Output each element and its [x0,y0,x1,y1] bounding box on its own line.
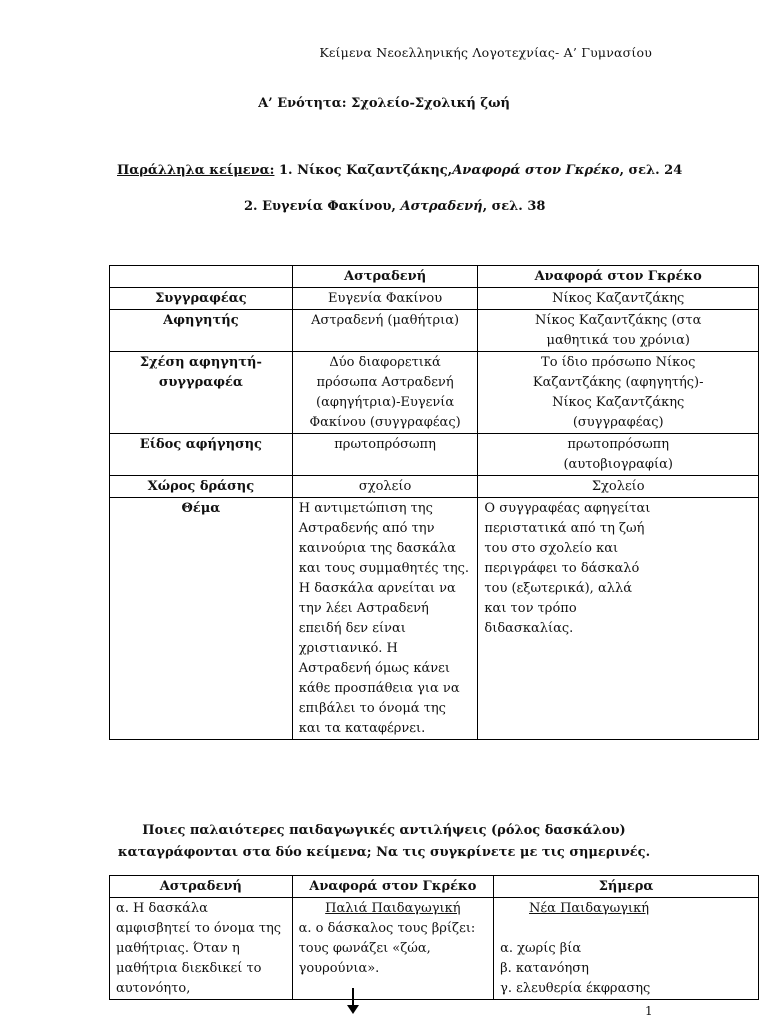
today-item-c: γ. ελευθερία έκφρασης [500,981,651,996]
row-label: Συγγραφέας [110,288,293,310]
table-header-row [110,876,759,898]
today-item-b: β. κατανόηση [500,961,589,976]
cell-astradeni: α. Η δασκάλα αμφισβητεί το όνομα της μαθήτριας. Όταν η μαθήτρια διεκδικεί το αυτονόητο, [110,898,293,1000]
cell-anafora: Το ίδιο πρόσωπο Νίκος Καζαντζάκης (αφηγητής)- Νίκος Καζαντζάκης (συγγραφέας) [478,352,759,434]
cell-astradeni: πρωτοπρόσωπη [292,434,478,476]
comparison-table [109,265,759,740]
today-item-a: α. χωρίς βία [500,941,582,956]
cell-anafora: Ο συγγραφέας αφηγείται περιστατικά από τη ζωή του στο σχολείο και περιγράφει το δάσκαλό του (εξωτερικά), αλλά και τον τρόπο διδασκαλίας. [478,498,759,740]
row-label: Χώρος δράσης [110,476,293,498]
parallel-item2-title: Αστραδενή [400,199,483,214]
table-row [110,310,759,352]
unit-title: Α’ Ενότητα: Σχολείο-Σχολική ζωή [258,96,510,111]
parallel-texts-line-2 [244,199,545,214]
down-arrow-head-icon [347,1005,359,1014]
parallel-texts-line-1 [117,163,682,178]
table-row [110,476,759,498]
header-today: Σήμερα [494,876,759,898]
cell-astradeni: Ευγενία Φακίνου [292,288,478,310]
pedagogy-table [109,875,759,1000]
cell-astradeni: σχολείο [292,476,478,498]
parallel-item2-author: 2. Ευγενία Φακίνου, [244,199,396,214]
question-line-1: Ποιες παλαιότερες παιδαγωγικές αντιλήψεις (ρόλος δασκάλου) [142,823,626,838]
row-label: Θέμα [110,498,293,740]
cell-anafora: Σχολείο [478,476,759,498]
parallel-texts-label: Παράλληλα κείμενα: [117,163,275,178]
cell-anafora: Νίκος Καζαντζάκης (στα μαθητικά του χρόνια) [478,310,759,352]
old-pedagogy-heading: Παλιά Παιδαγωγική [325,901,461,916]
header-empty-cell [110,266,293,288]
row-label: Αφηγητής [110,310,293,352]
header-anafora: Αναφορά στον Γκρέκο [478,266,759,288]
new-pedagogy-heading: Νέα Παιδαγωγική [529,901,650,916]
table-row [110,288,759,310]
running-header: Κείμενα Νεοελληνικής Λογοτεχνίας- Α’ Γυμνασίου [319,45,652,60]
cell-anafora [292,898,494,1000]
cell-today [494,898,759,1000]
table-header-row [110,266,759,288]
cell-anafora: Νίκος Καζαντζάκης [478,288,759,310]
old-pedagogy-text: α. ο δάσκαλος τους βρίζει: τους φωνάζει «ζώα, γουρούνια». [298,921,476,976]
header-astradeni: Αστραδενή [292,266,478,288]
spacer [500,919,678,939]
table-row [110,352,759,434]
header-astradeni: Αστραδενή [110,876,293,898]
parallel-item1-author: 1. Νίκος Καζαντζάκης, [278,163,453,178]
cell-anafora: πρωτοπρόσωπη (αυτοβιογραφία) [478,434,759,476]
parallel-item1-title: Αναφορά στον Γκρέκο [452,163,620,178]
header-anafora: Αναφορά στον Γκρέκο [292,876,494,898]
cell-astradeni: Η αντιμετώπιση της Αστραδενής από την καινούρια της δασκάλα και τους συμμαθητές της. Η δασκάλα αρνείται να την λέει Αστραδενή επειδή δεν είναι χριστιανικό. Η Αστραδενή όμως κάνει κάθε προσπάθεια για να επιβάλει το όνομά της και τα καταφέρνει. [292,498,478,740]
table-row [110,434,759,476]
cell-astradeni: Δύο διαφορετικά πρόσωπα Αστραδενή (αφηγήτρια)-Ευγενία Φακίνου (συγγραφέας) [292,352,478,434]
page-number: 1 [645,1004,653,1018]
question-line-2: καταγράφονται στα δύο κείμενα; Να τις συγκρίνετε με τις σημερινές. [117,845,651,860]
row-label: Σχέση αφηγητή-συγγραφέα [110,352,293,434]
parallel-item1-page: , σελ. 24 [619,163,683,178]
table-row [110,898,759,1000]
parallel-item2-page: , σελ. 38 [482,199,546,214]
cell-astradeni: Αστραδενή (μαθήτρια) [292,310,478,352]
row-label: Είδος αφήγησης [110,434,293,476]
question-heading [0,820,768,864]
table-row [110,498,759,740]
